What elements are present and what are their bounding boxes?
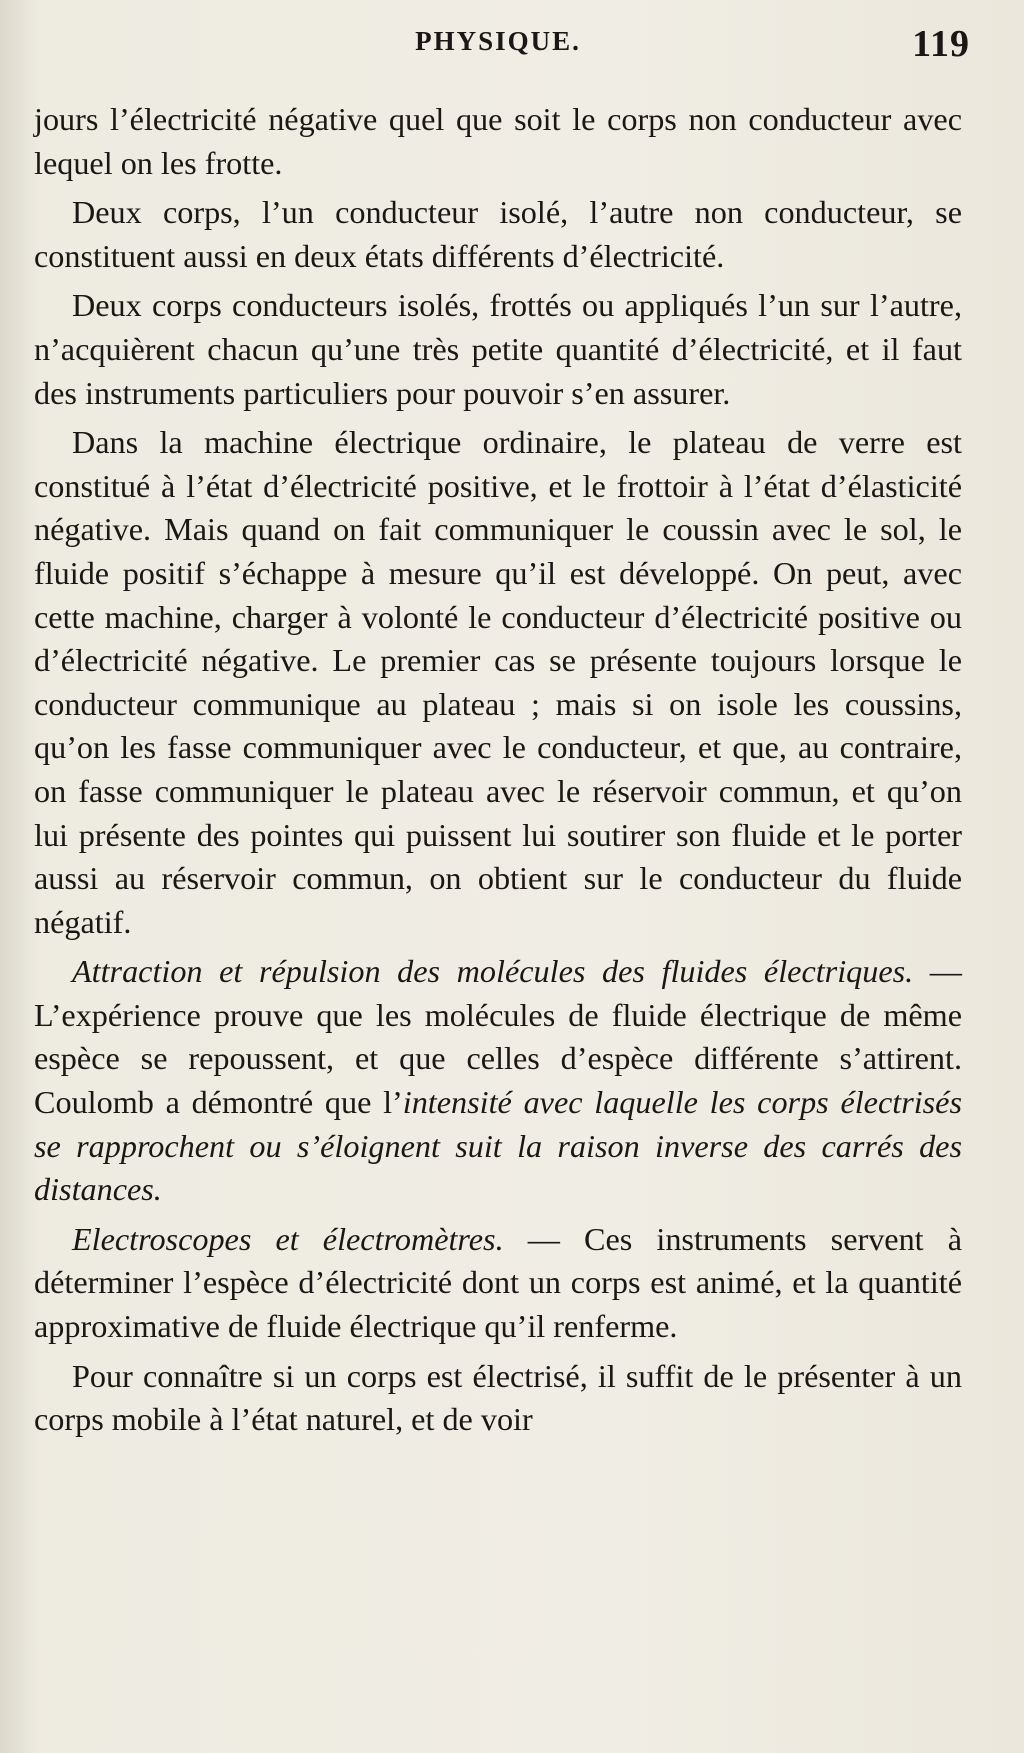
paragraph-text: Deux corps, l’un conducteur isolé, l’autre non conducteur, se constituent aussi en deux états différents d’électricité. <box>34 194 962 274</box>
paragraph-text: Pour connaître si un corps est électrisé, il suffit de le présenter à un corps mobile à l’état naturel, et de voir <box>34 1357 962 1438</box>
emphasized-text: intensité avec laquelle les corps électrisés se rapprochent ou s’éloignent suit la raison inverse des carrés des distances. <box>34 1084 962 1208</box>
section-heading: Electroscopes et électromètres. <box>72 1220 504 1257</box>
paragraph-text: Dans la machine électrique ordinaire, le plateau de verre est constitué à l’état d’électricité positive, et le frottoir à l’état d’élasticité négative. Mais quand on fait communiquer le coussin avec le sol, le fluide positif s’échappe à mesure qu’il est développé. On peut, avec cette machine, charger à volonté le conducteur d’électricité positive ou d’électricité négative. Le premier cas se présente toujours lorsque le conducteur communique au plateau ; mais si on isole les coussins, qu’on les fasse communiquer avec le conducteur, et que, au contraire, on fasse communiquer le plateau avec le réservoir commun, et qu’on lui présente des pointes qui puissent lui soutirer son fluide et le porter aussi au réservoir commun, on obtient sur le conducteur du fluide négatif. <box>34 424 962 940</box>
paragraph-text: — L’expérience prouve que les molécules de fluide électrique de même espèce se repoussent, et que celles d’espèce différente s’attirent. Coulomb a démontré que l’ <box>34 953 962 1121</box>
paragraph-text: — Ces instruments servent à déterminer l’espèce d’électricité dont un corps est animé, et la quantité approximative de fluide électrique qu’il renferme. <box>34 1220 963 1345</box>
page-number: 119 <box>912 23 970 65</box>
paragraph <box>34 191 962 278</box>
paragraph <box>34 950 962 1212</box>
paragraph <box>34 1355 962 1442</box>
paragraph <box>34 284 962 415</box>
running-head <box>34 20 970 82</box>
paragraph <box>34 421 962 944</box>
body-text <box>34 98 962 1442</box>
paragraph-text: Deux corps conducteurs isolés, frottés ou appliqués l’un sur l’autre, n’acquièrent chacun qu’une très petite quantité d’électricité, et il faut des instruments particuliers pour pouvoir s’en assurer. <box>34 287 962 411</box>
running-title: PHYSIQUE. <box>415 26 581 56</box>
paragraph <box>34 1218 962 1349</box>
paragraph <box>34 98 962 185</box>
section-heading: Attraction et répulsion des molécules des fluides électriques. <box>72 953 914 990</box>
paragraph-text: jours l’électricité négative quel que soit le corps non conducteur avec lequel on les frotte. <box>34 101 962 181</box>
